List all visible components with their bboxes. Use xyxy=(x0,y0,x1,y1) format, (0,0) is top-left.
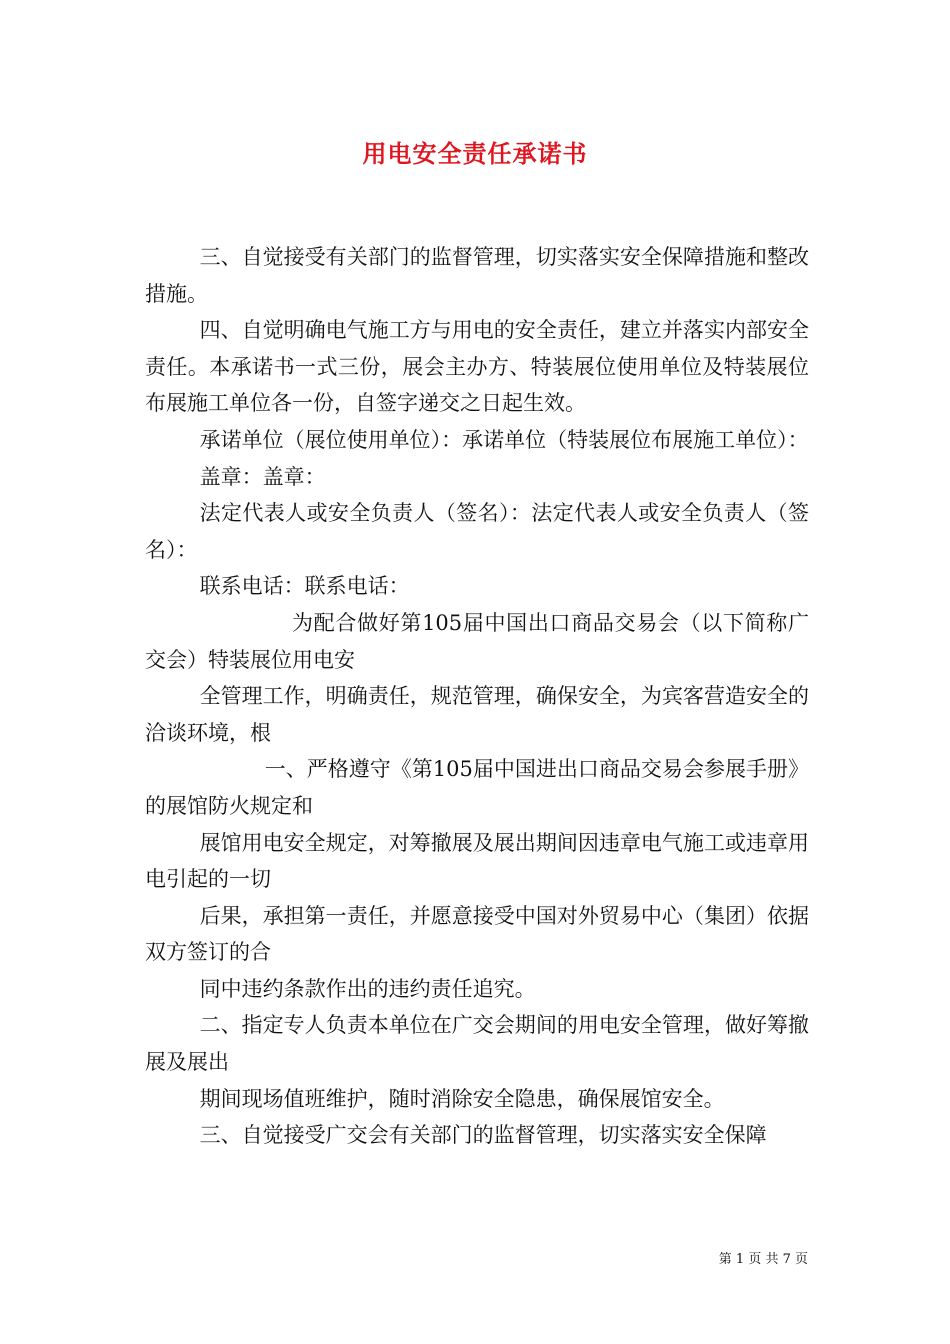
paragraph: 全管理工作，明确责任，规范管理，确保安全，为宾客营造安全的洽谈环境，根 xyxy=(145,684,809,745)
paragraph: 后果，承担第一责任，并愿意接受中国对外贸易中心（集团）依据双方签订的合 xyxy=(145,903,809,965)
paragraph: 展馆用电安全规定，对筹撤展及展出期间因违章电气施工或违章用电引起的一切 xyxy=(145,830,809,892)
paragraph: 同中违约条款作出的违约责任追究。 xyxy=(199,976,536,1001)
paragraph: 三、自觉接受有关部门的监督管理，切实落实安全保障措施和整改措施。 xyxy=(145,245,809,306)
page-number: 第 1 页 共 7 页 xyxy=(718,1252,808,1267)
paragraph: 一、严格遵守《第105届中国进出口商品交易会参展手册》的展馆防火规定和 xyxy=(145,757,809,818)
paragraph: 三、自觉接受广交会有关部门的监督管理，切实落实安全保障 xyxy=(199,1123,767,1148)
paragraph: 联系电话：联系电话： xyxy=(199,574,410,599)
document-body xyxy=(145,239,809,1154)
document-title: 用电安全责任承诺书 xyxy=(362,139,588,168)
paragraph: 为配合做好第105届中国出口商品交易会（以下简称广交会）特装展位用电安 xyxy=(145,610,809,672)
paragraph: 盖章：盖章： xyxy=(199,464,326,489)
paragraph: 承诺单位（展位使用单位）：承诺单位（特装展位布展施工单位）： xyxy=(199,427,809,452)
paragraph: 期间现场值班维护，随时消除安全隐患，确保展馆安全。 xyxy=(199,1086,725,1111)
paragraph: 法定代表人或安全负责人（签名）：法定代表人或安全负责人（签名）： xyxy=(145,501,809,562)
paragraph: 四、自觉明确电气施工方与用电的安全责任，建立并落实内部安全责任。本承诺书一式三份，展会主办方、特装展位使用单位及特装展位布展施工单位各一份，自签字递交之日起生效。 xyxy=(145,318,809,416)
paragraph: 二、指定专人负责本单位在广交会期间的用电安全管理，做好筹撤展及展出 xyxy=(145,1013,809,1075)
